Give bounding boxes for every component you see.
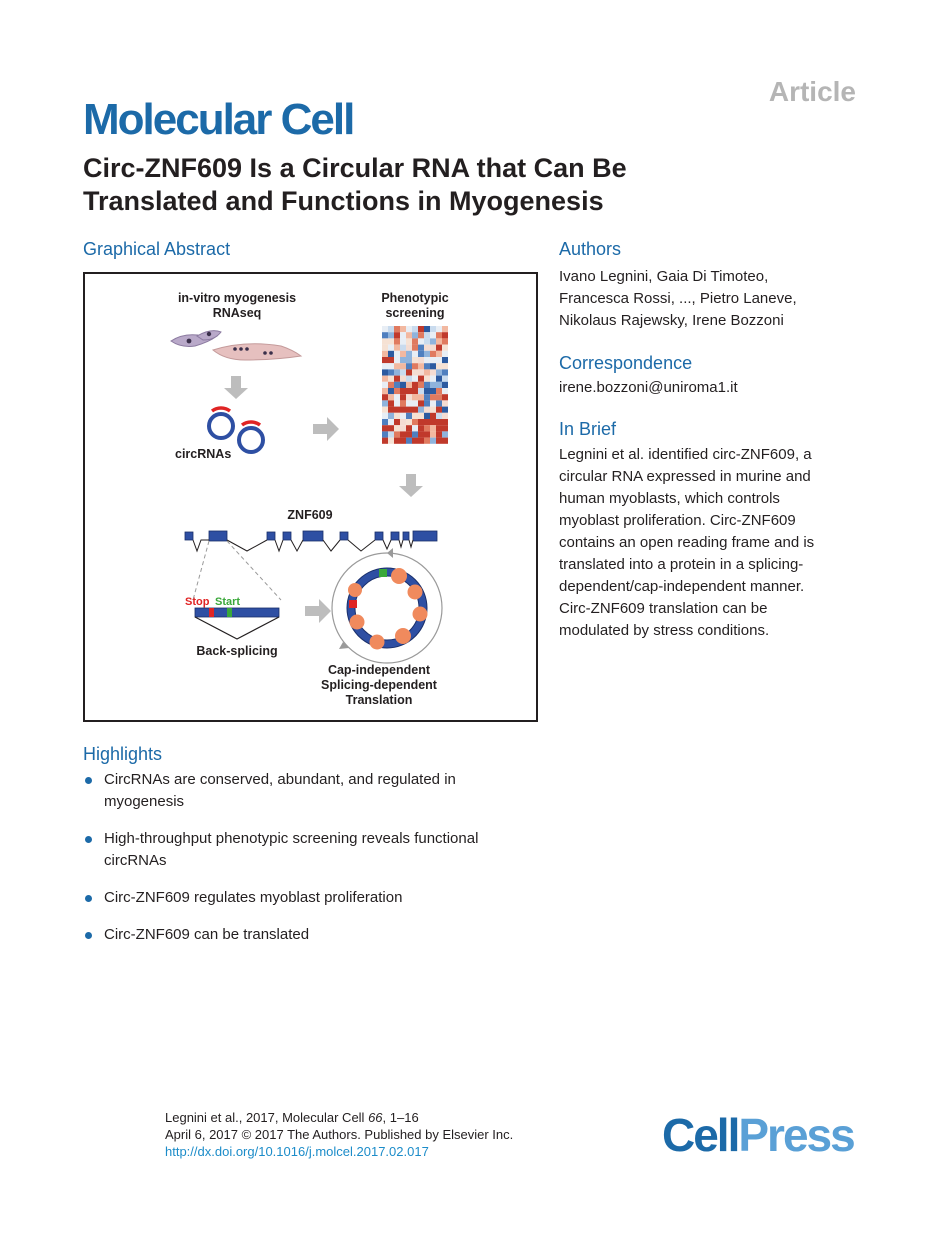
heatmap-cell bbox=[400, 326, 406, 332]
highlights-list bbox=[83, 769, 534, 961]
heatmap-cell bbox=[424, 413, 430, 419]
heatmap-cell bbox=[406, 400, 412, 406]
heatmap-cell bbox=[442, 345, 448, 351]
heatmap-cell bbox=[442, 376, 448, 382]
heatmap-cell bbox=[406, 332, 412, 338]
heatmap-cell bbox=[442, 351, 448, 357]
highlight-item bbox=[83, 828, 534, 872]
doi-link[interactable]: http://dx.doi.org/10.1016/j.molcel.2017.02.017 bbox=[165, 1144, 429, 1159]
heatmap-cell bbox=[388, 431, 394, 437]
heatmap-cell bbox=[412, 407, 418, 413]
heatmap-cell bbox=[388, 332, 394, 338]
authors-line-1: Ivano Legnini, Gaia Di Timoteo, bbox=[559, 268, 769, 285]
heatmap-cell bbox=[424, 425, 430, 431]
heatmap-cell bbox=[412, 345, 418, 351]
citation-pages: , 1–16 bbox=[382, 1110, 419, 1125]
label-myogenesis-2: RNAseq bbox=[212, 306, 262, 320]
heatmap-cell bbox=[436, 382, 442, 388]
heatmap-cell bbox=[382, 438, 388, 444]
heatmap-cell bbox=[382, 326, 388, 332]
heatmap-cell bbox=[430, 425, 436, 431]
heatmap-cell bbox=[400, 357, 406, 363]
label-gene: ZNF609 bbox=[287, 508, 333, 522]
heatmap-cell bbox=[406, 357, 412, 363]
heatmap-cell bbox=[406, 407, 412, 413]
heatmap-cell bbox=[424, 394, 430, 400]
heatmap-cell bbox=[418, 338, 424, 344]
heatmap-cell bbox=[418, 345, 424, 351]
gene-structure bbox=[185, 531, 437, 600]
article-type-label: Article bbox=[768, 76, 856, 107]
heatmap-cell bbox=[388, 345, 394, 351]
citation-footer bbox=[165, 1109, 513, 1160]
heatmap-cell bbox=[442, 438, 448, 444]
heatmap-cell bbox=[418, 351, 424, 357]
heatmap-cell bbox=[430, 357, 436, 363]
heatmap-cell bbox=[436, 332, 442, 338]
heatmap-cell bbox=[418, 382, 424, 388]
heatmap-cell bbox=[424, 438, 430, 444]
heatmap-cell bbox=[400, 400, 406, 406]
heatmap-cell bbox=[400, 388, 406, 394]
heatmap-cell bbox=[382, 351, 388, 357]
heatmap-cell bbox=[382, 382, 388, 388]
citation-prefix: Legnini et al., 2017, Molecular Cell bbox=[165, 1110, 369, 1125]
highlight-line-2: myogenesis bbox=[104, 793, 185, 810]
heatmap-cell bbox=[406, 438, 412, 444]
heatmap-cell bbox=[406, 431, 412, 437]
heatmap-cell bbox=[430, 438, 436, 444]
heatmap-cell bbox=[388, 400, 394, 406]
cellpress-logo-press: Press bbox=[738, 1109, 854, 1161]
heatmap-cell bbox=[412, 332, 418, 338]
heatmap-cell bbox=[388, 326, 394, 332]
heatmap-cell bbox=[430, 363, 436, 369]
highlight-item bbox=[83, 924, 534, 946]
heatmap-cell bbox=[394, 419, 400, 425]
circrna-circles-icon bbox=[209, 408, 263, 452]
heatmap-cell bbox=[430, 338, 436, 344]
highlight-line-1: Circ-ZNF609 regulates myoblast proliferation bbox=[104, 889, 403, 906]
heatmap-cell bbox=[442, 369, 448, 375]
heatmap-cell bbox=[400, 332, 406, 338]
heatmap-cell bbox=[382, 394, 388, 400]
heatmap-cell bbox=[412, 326, 418, 332]
date-copyright-line: April 6, 2017 © 2017 The Authors. Published by Elsevier Inc. bbox=[165, 1127, 514, 1142]
heatmap-cell bbox=[442, 338, 448, 344]
heatmap-cell bbox=[394, 388, 400, 394]
heatmap-cell bbox=[436, 438, 442, 444]
heatmap-cell bbox=[394, 438, 400, 444]
heatmap-cell bbox=[394, 363, 400, 369]
heatmap-cell bbox=[394, 425, 400, 431]
heatmap-cell bbox=[436, 419, 442, 425]
heatmap-cell bbox=[382, 369, 388, 375]
citation-line bbox=[165, 1109, 513, 1126]
citation-volume: 66 bbox=[368, 1110, 383, 1125]
heatmap-cell bbox=[418, 376, 424, 382]
heatmap-cell bbox=[418, 369, 424, 375]
heatmap-cell bbox=[394, 376, 400, 382]
heatmap-cell bbox=[424, 400, 430, 406]
heatmap-cell bbox=[430, 407, 436, 413]
heatmap-cell bbox=[424, 431, 430, 437]
heatmap-cell bbox=[436, 338, 442, 344]
label-translation-2: Splicing-dependent bbox=[321, 678, 437, 692]
heatmap-cell bbox=[388, 388, 394, 394]
heatmap-cell bbox=[418, 363, 424, 369]
heatmap-cell bbox=[406, 351, 412, 357]
heatmap-cell bbox=[430, 326, 436, 332]
heatmap-cell bbox=[436, 407, 442, 413]
heatmap-cell bbox=[382, 425, 388, 431]
heatmap-cell bbox=[418, 326, 424, 332]
heatmap-cell bbox=[418, 394, 424, 400]
heatmap-cell bbox=[394, 394, 400, 400]
heatmap-cell bbox=[430, 382, 436, 388]
heatmap-cell bbox=[406, 345, 412, 351]
heatmap-cell bbox=[412, 369, 418, 375]
backsplicing-diagram bbox=[195, 608, 279, 639]
in-brief-line: human myoblasts, which controls bbox=[559, 490, 780, 507]
heatmap-cell bbox=[394, 369, 400, 375]
heatmap-cell bbox=[424, 382, 430, 388]
paper-title bbox=[83, 152, 803, 218]
heatmap-cell bbox=[442, 382, 448, 388]
heatmap-cell bbox=[412, 388, 418, 394]
heatmap-cell bbox=[400, 413, 406, 419]
heatmap-cell bbox=[430, 369, 436, 375]
heatmap-cell bbox=[400, 351, 406, 357]
authors-heading: Authors bbox=[559, 239, 622, 259]
heatmap-cell bbox=[442, 357, 448, 363]
heatmap-cell bbox=[388, 376, 394, 382]
label-translation-1: Cap-independent bbox=[327, 663, 431, 677]
heatmap-cell bbox=[394, 357, 400, 363]
heatmap-cell bbox=[382, 431, 388, 437]
heatmap-cell bbox=[382, 345, 388, 351]
heatmap-cell bbox=[442, 413, 448, 419]
heatmap-cell bbox=[430, 345, 436, 351]
heatmap-cell bbox=[388, 363, 394, 369]
heatmap-cell bbox=[436, 394, 442, 400]
heatmap-cell bbox=[418, 357, 424, 363]
heatmap-cell bbox=[436, 400, 442, 406]
heatmap-cell bbox=[382, 332, 388, 338]
heatmap-cell bbox=[400, 394, 406, 400]
heatmap-cell bbox=[382, 400, 388, 406]
heatmap-cell bbox=[382, 376, 388, 382]
in-brief-line: contains an open reading frame and is bbox=[559, 534, 815, 551]
heatmap-cell bbox=[442, 400, 448, 406]
label-stop: Stop bbox=[185, 596, 210, 608]
highlight-item bbox=[83, 887, 534, 909]
graphical-abstract-svg bbox=[85, 274, 536, 720]
title-line-1: Circ-ZNF609 Is a Circular RNA that Can Be bbox=[83, 153, 627, 183]
graphical-abstract-figure bbox=[83, 272, 538, 722]
heatmap-cell bbox=[412, 419, 418, 425]
heatmap-cell bbox=[436, 326, 442, 332]
heatmap-cell bbox=[388, 357, 394, 363]
heatmap-cell bbox=[412, 431, 418, 437]
heatmap-cell bbox=[424, 332, 430, 338]
heatmap-cell bbox=[388, 351, 394, 357]
heatmap-cell bbox=[430, 419, 436, 425]
heatmap-cell bbox=[418, 438, 424, 444]
heatmap-cell bbox=[412, 363, 418, 369]
heatmap-cell bbox=[406, 388, 412, 394]
heatmap-cell bbox=[430, 413, 436, 419]
heatmap-cell bbox=[406, 338, 412, 344]
heatmap-cell bbox=[442, 407, 448, 413]
heatmap-cell bbox=[412, 394, 418, 400]
heatmap-cell bbox=[400, 376, 406, 382]
heatmap-cell bbox=[424, 326, 430, 332]
heatmap-cell bbox=[394, 407, 400, 413]
heatmap-cell bbox=[394, 332, 400, 338]
correspondence-email[interactable]: irene.bozzoni@uniroma1.it bbox=[559, 379, 738, 396]
heatmap-cell bbox=[412, 413, 418, 419]
heatmap-cell bbox=[412, 351, 418, 357]
heatmap-cell bbox=[442, 332, 448, 338]
in-brief-text bbox=[559, 444, 814, 642]
heatmap-cell bbox=[430, 431, 436, 437]
heatmap-cell bbox=[388, 413, 394, 419]
heatmap-cell bbox=[436, 345, 442, 351]
in-brief-line: Circ-ZNF609 translation can be bbox=[559, 600, 768, 617]
heatmap-cell bbox=[430, 351, 436, 357]
cellpress-logo-cell: Cell bbox=[662, 1109, 739, 1161]
heatmap-cell bbox=[442, 425, 448, 431]
heatmap-cell bbox=[436, 357, 442, 363]
heatmap-cell bbox=[424, 419, 430, 425]
highlight-item bbox=[83, 769, 534, 813]
heatmap-cell bbox=[430, 400, 436, 406]
highlight-line-1: CircRNAs are conserved, abundant, and regulated in bbox=[104, 771, 456, 788]
highlight-line-1: High-throughput phenotypic screening reveals functional bbox=[104, 830, 479, 847]
heatmap-cell bbox=[436, 413, 442, 419]
heatmap-cell bbox=[394, 431, 400, 437]
heatmap-cell bbox=[430, 332, 436, 338]
heatmap-cell bbox=[406, 363, 412, 369]
cellpress-logo bbox=[662, 1108, 854, 1162]
heatmap-cell bbox=[400, 369, 406, 375]
heatmap-cell bbox=[382, 357, 388, 363]
heatmap-cell bbox=[400, 419, 406, 425]
heatmap-cell bbox=[436, 431, 442, 437]
heatmap-cell bbox=[388, 438, 394, 444]
heatmap-cell bbox=[424, 338, 430, 344]
highlights-heading: Highlights bbox=[83, 744, 163, 764]
heatmap-cell bbox=[388, 394, 394, 400]
heatmap-cell bbox=[418, 400, 424, 406]
heatmap-cell bbox=[418, 407, 424, 413]
heatmap-cell bbox=[382, 388, 388, 394]
label-phenotypic-2: screening bbox=[385, 306, 445, 320]
heatmap-cell bbox=[412, 382, 418, 388]
label-translation-3: Translation bbox=[345, 693, 413, 707]
label-phenotypic-1: Phenotypic bbox=[381, 291, 449, 305]
heatmap-cell bbox=[394, 413, 400, 419]
authors-list bbox=[559, 266, 797, 332]
heatmap-cell bbox=[430, 394, 436, 400]
heatmap-cell bbox=[418, 419, 424, 425]
heatmap-cell bbox=[406, 419, 412, 425]
heatmap-cell bbox=[418, 332, 424, 338]
heatmap-cell bbox=[436, 425, 442, 431]
highlight-line-2: circRNAs bbox=[104, 852, 167, 869]
heatmap-cell bbox=[442, 363, 448, 369]
heatmap-cell bbox=[388, 419, 394, 425]
heatmap-cell bbox=[442, 431, 448, 437]
heatmap-cell bbox=[394, 345, 400, 351]
authors-line-3: Nikolaus Rajewsky, Irene Bozzoni bbox=[559, 312, 784, 329]
heatmap-cell bbox=[424, 376, 430, 382]
heatmap-cell bbox=[406, 382, 412, 388]
heatmap-cell bbox=[406, 376, 412, 382]
heatmap-cell bbox=[406, 369, 412, 375]
heatmap-cell bbox=[424, 345, 430, 351]
heatmap-cell bbox=[400, 363, 406, 369]
heatmap-cell bbox=[388, 338, 394, 344]
journal-name: Molecular Cell bbox=[83, 95, 354, 144]
heatmap-cell bbox=[424, 369, 430, 375]
heatmap-cell bbox=[418, 413, 424, 419]
myoblast-cells-icon bbox=[171, 331, 301, 360]
highlight-line-1: Circ-ZNF609 can be translated bbox=[104, 926, 310, 943]
heatmap-cell bbox=[442, 394, 448, 400]
heatmap-cell bbox=[400, 338, 406, 344]
heatmap-cell bbox=[442, 388, 448, 394]
heatmap-cell bbox=[394, 351, 400, 357]
heatmap-cell bbox=[412, 425, 418, 431]
heatmap-cell bbox=[412, 400, 418, 406]
heatmap-cell bbox=[430, 388, 436, 394]
title-line-2: Translated and Functions in Myogenesis bbox=[83, 186, 604, 216]
in-brief-heading: In Brief bbox=[559, 419, 617, 439]
heatmap-cell bbox=[412, 376, 418, 382]
heatmap-cell bbox=[436, 376, 442, 382]
heatmap-cell bbox=[400, 438, 406, 444]
heatmap-cell bbox=[400, 407, 406, 413]
heatmap-cell bbox=[412, 438, 418, 444]
correspondence-heading: Correspondence bbox=[559, 353, 693, 373]
heatmap-cell bbox=[406, 394, 412, 400]
heatmap-cell bbox=[406, 326, 412, 332]
circular-translation-icon bbox=[332, 548, 442, 663]
label-backsplicing: Back-splicing bbox=[196, 644, 278, 658]
heatmap-cell bbox=[400, 345, 406, 351]
in-brief-line: circular RNA expressed in murine and bbox=[559, 468, 811, 485]
heatmap-cell bbox=[400, 431, 406, 437]
label-circrnas: circRNAs bbox=[175, 447, 232, 461]
heatmap-cell bbox=[406, 413, 412, 419]
heatmap-cell bbox=[418, 431, 424, 437]
heatmap-cell bbox=[382, 419, 388, 425]
heatmap-cell bbox=[394, 338, 400, 344]
heatmap-cell bbox=[400, 425, 406, 431]
heatmap-cell bbox=[388, 369, 394, 375]
heatmap-cell bbox=[442, 326, 448, 332]
heatmap-cell bbox=[412, 338, 418, 344]
heatmap-cell bbox=[394, 400, 400, 406]
heatmap-cell bbox=[382, 413, 388, 419]
heatmap-cell bbox=[436, 369, 442, 375]
heatmap-cell bbox=[418, 388, 424, 394]
heatmap-cell bbox=[436, 388, 442, 394]
heatmap-cell bbox=[436, 363, 442, 369]
heatmap-cell bbox=[424, 407, 430, 413]
phenotypic-screening-heatmap bbox=[382, 326, 448, 444]
heatmap-cell bbox=[424, 388, 430, 394]
heatmap-cell bbox=[436, 351, 442, 357]
in-brief-line: Legnini et al. identified circ-ZNF609, a bbox=[559, 446, 812, 463]
authors-line-2: Francesca Rossi, ..., Pietro Laneve, bbox=[559, 290, 797, 307]
label-myogenesis-1: in-vitro myogenesis bbox=[177, 291, 297, 305]
heatmap-cell bbox=[424, 363, 430, 369]
heatmap-cell bbox=[388, 407, 394, 413]
heatmap-cell bbox=[388, 425, 394, 431]
heatmap-cell bbox=[388, 382, 394, 388]
in-brief-line: translated into a protein in a splicing- bbox=[559, 556, 804, 573]
heatmap-cell bbox=[442, 419, 448, 425]
heatmap-cell bbox=[406, 425, 412, 431]
graphical-abstract-heading: Graphical Abstract bbox=[83, 239, 231, 259]
heatmap-cell bbox=[382, 338, 388, 344]
in-brief-line: dependent/cap-independent manner. bbox=[559, 578, 805, 595]
heatmap-cell bbox=[424, 351, 430, 357]
heatmap-cell bbox=[382, 407, 388, 413]
heatmap-cell bbox=[400, 382, 406, 388]
heatmap-cell bbox=[394, 326, 400, 332]
in-brief-line: myoblast proliferation. Circ-ZNF609 bbox=[559, 512, 796, 529]
heatmap-cell bbox=[412, 357, 418, 363]
label-start: Start bbox=[215, 596, 241, 608]
heatmap-cell bbox=[382, 363, 388, 369]
heatmap-cell bbox=[394, 382, 400, 388]
heatmap-cell bbox=[418, 425, 424, 431]
in-brief-line: modulated by stress conditions. bbox=[559, 622, 770, 639]
heatmap-cell bbox=[424, 357, 430, 363]
heatmap-cell bbox=[430, 376, 436, 382]
